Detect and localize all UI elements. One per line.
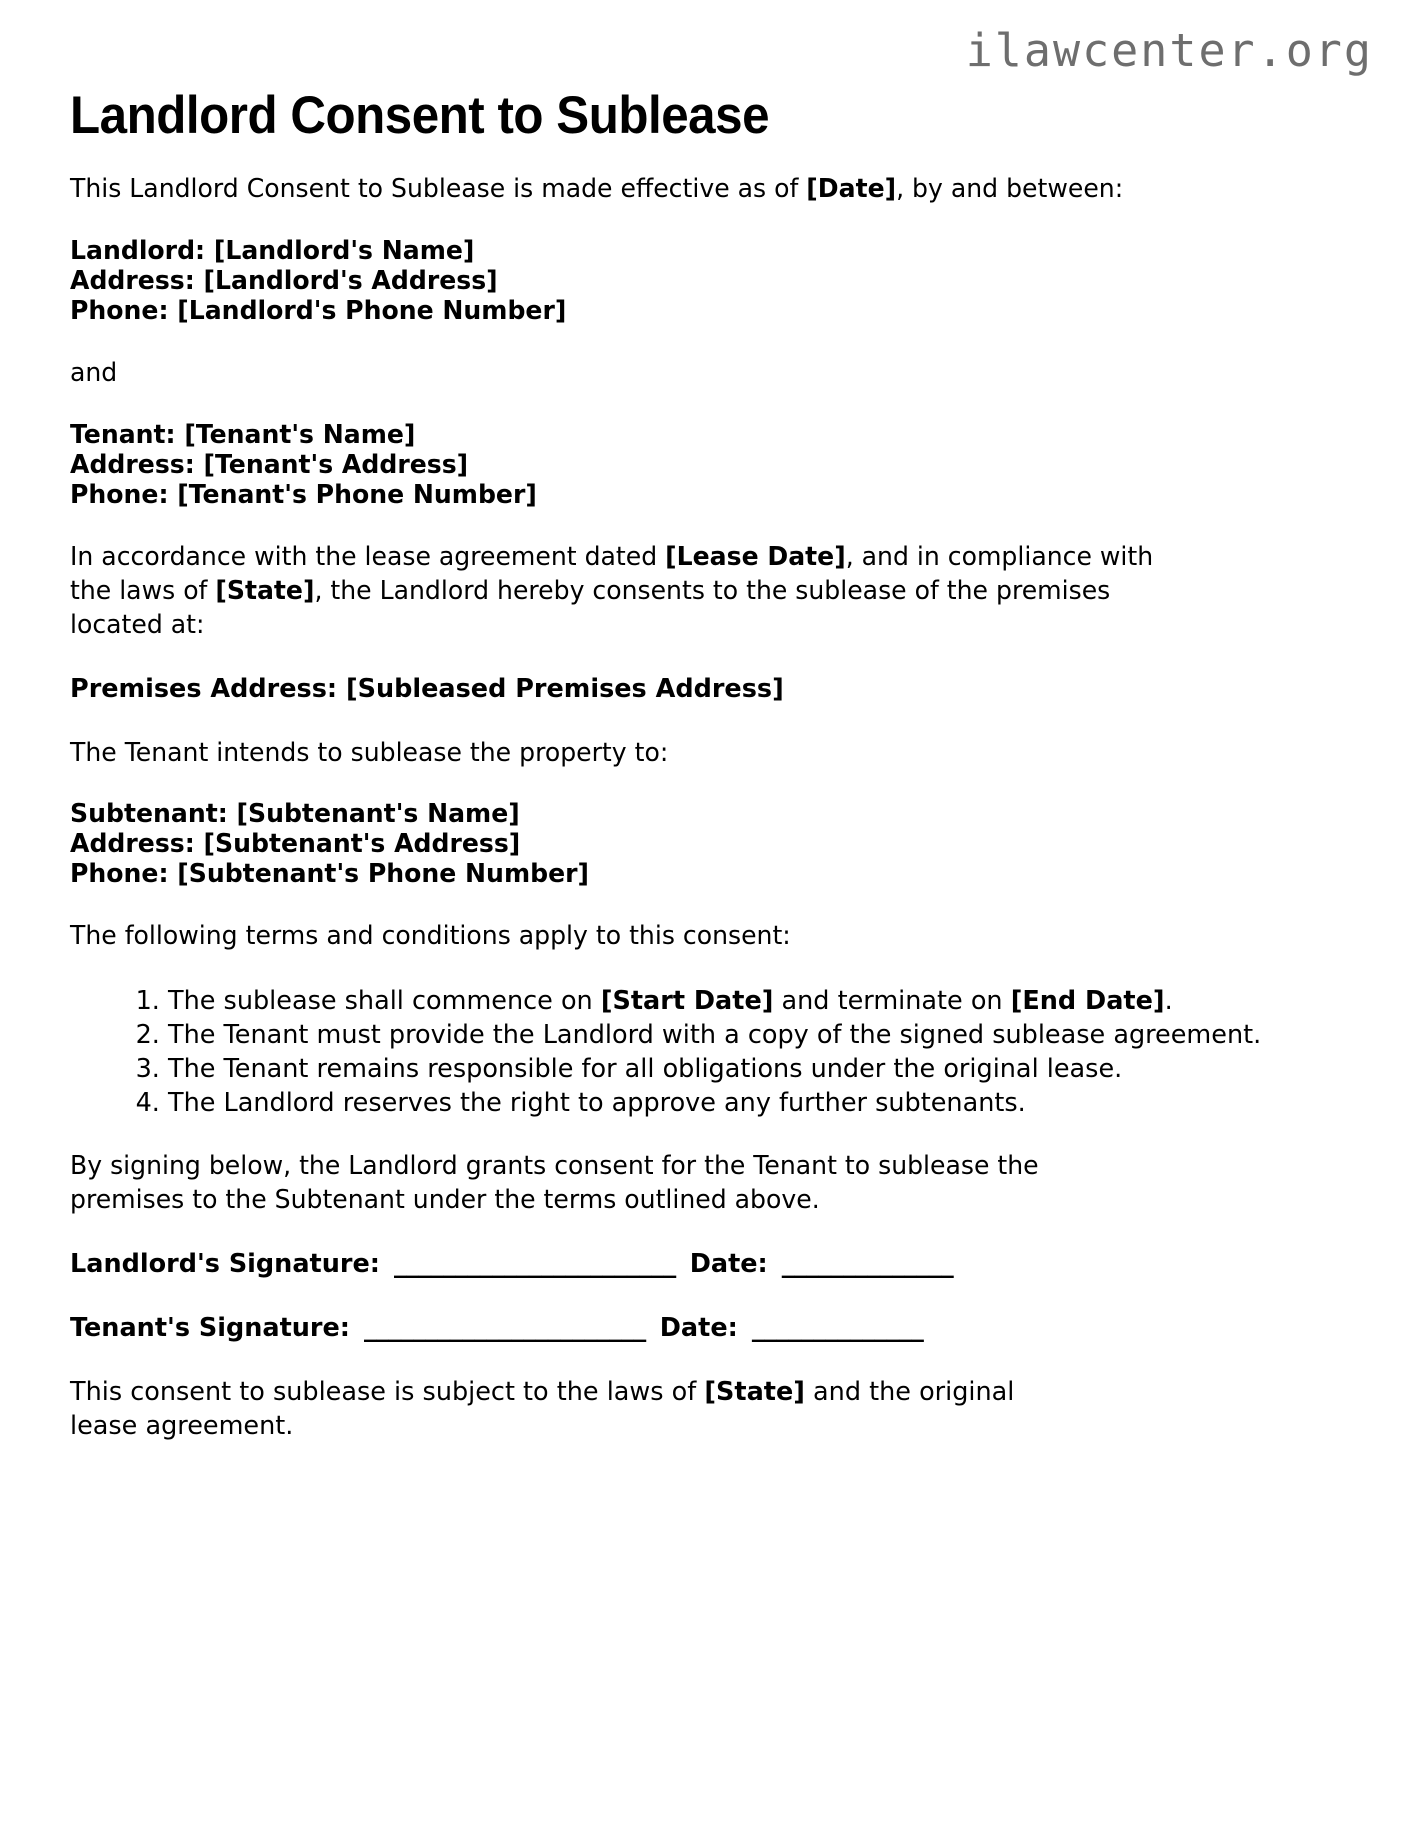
tenant-party-block <box>70 421 1322 511</box>
landlord-date-rule[interactable]: ______________ <box>781 1249 954 1280</box>
intends-to-sublease-line: The Tenant intends to sublease the property to: <box>70 737 669 768</box>
closing-text-2: and the original lease agreement. <box>70 1376 1015 1441</box>
tenant-date-label: Date: <box>659 1313 738 1344</box>
conjunction-and: and <box>70 358 118 389</box>
tenant-address-line: Address: [Tenant's Address] <box>70 449 469 480</box>
landlord-signature-label: Landlord's Signature: <box>70 1249 380 1280</box>
accordance-text-1: In accordance with the lease agreement dated <box>70 541 666 572</box>
term-1-text-1: The sublease shall commence on <box>168 986 601 1017</box>
landlord-name-line: Landlord: [Landlord's Name] <box>70 236 475 267</box>
tenant-signature-label: Tenant's Signature: <box>70 1313 351 1344</box>
by-signing-paragraph: By signing below, the Landlord grants consent for the Tenant to sublease the premises to the Subtenant under the terms outlined above. <box>70 1151 1039 1216</box>
end-date-placeholder: [End Date] <box>1010 986 1165 1017</box>
landlord-phone-line: Phone: [Landlord's Phone Number] <box>70 296 567 327</box>
state-placeholder-1: [State] <box>215 575 315 606</box>
state-placeholder-2: [State] <box>704 1376 805 1407</box>
watermark-ilawcenter: ilawcenter.org <box>965 24 1373 77</box>
tenant-phone-line: Phone: [Tenant's Phone Number] <box>70 479 537 510</box>
accordance-paragraph <box>70 541 1154 643</box>
landlord-signature-line <box>70 1248 1341 1282</box>
subtenant-party-block <box>70 800 1322 890</box>
page-title: Landlord Consent to Sublease <box>70 86 770 145</box>
subtenant-phone-line: Phone: [Subtenant's Phone Number] <box>70 859 590 890</box>
subtenant-name-line: Subtenant: [Subtenant's Name] <box>70 799 520 830</box>
landlord-address-line: Address: [Landlord's Address] <box>70 266 498 297</box>
landlord-date-label: Date: <box>689 1249 768 1280</box>
tenant-signature-line <box>70 1312 1341 1346</box>
accordance-text-3: , the Landlord hereby consents to the sublease of the premises located at: <box>70 575 1111 640</box>
start-date-placeholder: [Start Date] <box>600 986 774 1017</box>
terms-list <box>70 984 1341 1120</box>
list-item: 3. The Tenant remains responsible for all obligations under the original lease. <box>168 1052 1341 1086</box>
list-item: 2. The Tenant must provide the Landlord with a copy of the signed sublease agreement. <box>168 1018 1341 1052</box>
intro-date-placeholder: [Date] <box>806 174 897 205</box>
subtenant-address-line: Address: [Subtenant's Address] <box>70 829 521 860</box>
tenant-date-rule[interactable]: ______________ <box>751 1313 924 1344</box>
document-body <box>70 173 1341 1443</box>
list-item: 4. The Landlord reserves the right to approve any further subtenants. <box>168 1086 1341 1120</box>
lease-date-placeholder: [Lease Date] <box>665 541 846 572</box>
intro-paragraph <box>70 173 1154 207</box>
premises-address-line: Premises Address: [Subleased Premises Address] <box>70 673 784 704</box>
landlord-signature-rule[interactable]: _______________________ <box>393 1249 676 1280</box>
tenant-name-line: Tenant: [Tenant's Name] <box>70 420 416 451</box>
terms-intro-line: The following terms and conditions apply to this consent: <box>70 921 791 952</box>
tenant-signature-rule[interactable]: _______________________ <box>364 1313 646 1344</box>
term-1-text-2: and terminate on <box>773 986 1011 1017</box>
intro-text-before: This Landlord Consent to Sublease is made effective as of <box>70 174 807 205</box>
landlord-party-block <box>70 237 1322 327</box>
closing-text-1: This consent to sublease is subject to the laws of <box>70 1376 705 1407</box>
accordance-text-2: , and in compliance with the laws of <box>70 541 1154 606</box>
list-item <box>168 984 1341 1018</box>
intro-text-after: , by and between: <box>896 174 1124 205</box>
closing-paragraph <box>70 1376 1070 1444</box>
term-1-text-3: . <box>1164 986 1173 1017</box>
